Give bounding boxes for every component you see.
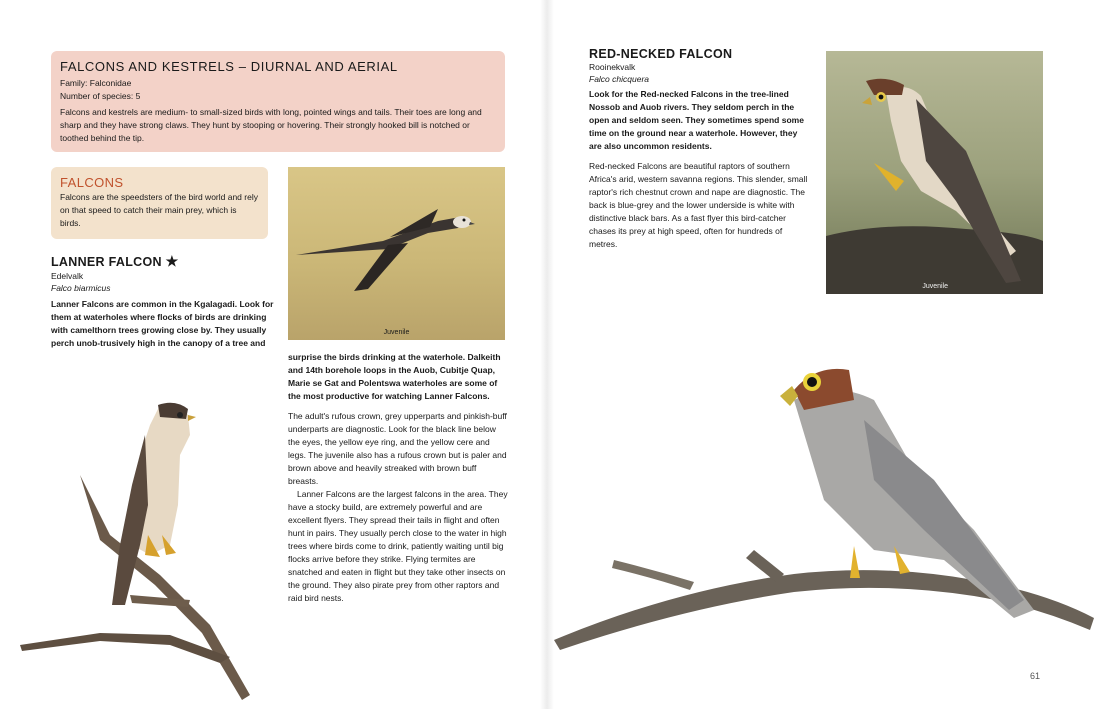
red-necked-bold-text: Look for the Red-necked Falcons in the tree-lined Nossob and Auob rivers. They seldom perch in the open and seldom seen. They sometimes spend some time on the ground near a waterhole. However, they are also uncommon residents.	[589, 89, 804, 151]
red-necked-falcon-section	[589, 47, 809, 251]
red-necked-afrikaans-name: Rooinekvalk	[589, 62, 636, 72]
species-count: Number of species: 5	[60, 91, 141, 101]
red-necked-photo-caption: Juvenile	[922, 283, 948, 290]
lanner-bold-text-1: Lanner Falcons are common in the Kgalagadi. Look for them at waterholes where flocks of birds are drinking with camelthorn trees growing close by. They usually perch unob-trusively high in the canopy of a tree and	[51, 299, 274, 348]
lanner-title	[51, 253, 276, 270]
red-necked-name: RED-NECKED FALCON	[589, 47, 733, 61]
falcons-description: Falcons are the speedsters of the bird world and rely on that speed to catch their main prey, which is birds.	[60, 192, 258, 228]
lanner-falcon-perched-illustration	[20, 395, 270, 709]
page-number: 61	[1030, 671, 1041, 681]
lanner-juvenile-photo	[288, 167, 505, 340]
perched-juvenile-illustration	[826, 51, 1043, 294]
family-info-box	[51, 51, 505, 152]
family-title: FALCONS AND KESTRELS – DIURNAL AND AERIAL	[60, 59, 398, 74]
lanner-column-2	[288, 351, 508, 605]
star-icon: ★	[165, 253, 179, 269]
red-necked-description: Red-necked Falcons are beautiful raptors of southern Africa's arid, western savanna regions. This slender, small raptor's rich chestnut crown and nape are diagnostic. The back is blue-grey and the lower underside is white with distinctive black bars. As a fast flyer this bird-catcher chases its prey at high speed, often for hundreds of metres.	[589, 161, 808, 249]
lanner-description-2: Lanner Falcons are the largest falcons in the area. They have a stocky build, are extremely powerful and are excellent flyers. They spread their tails in flight and often hunt in pairs. They usually perch close to the water in high trees where birds come to drink, patiently waiting until big flocks arrive before they strike. Flying termites are snatched and eaten in flight but they take other insects on the ground. They also pirate prey from other raptors and raid bird nests.	[288, 489, 508, 603]
lanner-description-1: The adult's rufous crown, grey upperparts and pinkish-buff underparts are diagnostic. Look for the black line below the eyes, the yellow eye ring, and the yellow cere and legs. The juvenile also has a rufous crown but is paler and brown above and heavily streaked with brown buff breasts.	[288, 411, 507, 486]
falcons-title: FALCONS	[60, 175, 124, 190]
lanner-falcon-section	[51, 253, 276, 350]
lanner-name: LANNER FALCON	[51, 255, 162, 269]
red-necked-falcon-perched-illustration	[554, 360, 1094, 680]
lanner-afrikaans-name: Edelvalk	[51, 271, 84, 281]
lanner-scientific-name: Falco biarmicus	[51, 283, 111, 293]
red-necked-juvenile-photo	[826, 51, 1043, 294]
red-necked-scientific-name: Falco chicquera	[589, 74, 650, 84]
lanner-photo-caption: Juvenile	[383, 329, 410, 336]
page-gutter	[540, 0, 554, 709]
family-name: Family: Falconidae	[60, 78, 132, 88]
family-description: Falcons and kestrels are medium- to small-sized birds with long, pointed wings and tails. Their toes are long and sharp and they have strong claws. They hunt by stooping or hovering. Their strongly hooked bill is notched or toothed behind the tip.	[60, 107, 482, 143]
flying-falcon-illustration	[288, 167, 505, 340]
lanner-bold-text-2: surprise the birds drinking at the waterhole. Dalkeith and 14th borehole loops in the Auob, Cubitje Quap, Marie se Gat and Polentswa waterholes are some of the most productive for watching Lanner Falcons.	[288, 352, 501, 401]
falcons-info-box	[51, 167, 268, 239]
